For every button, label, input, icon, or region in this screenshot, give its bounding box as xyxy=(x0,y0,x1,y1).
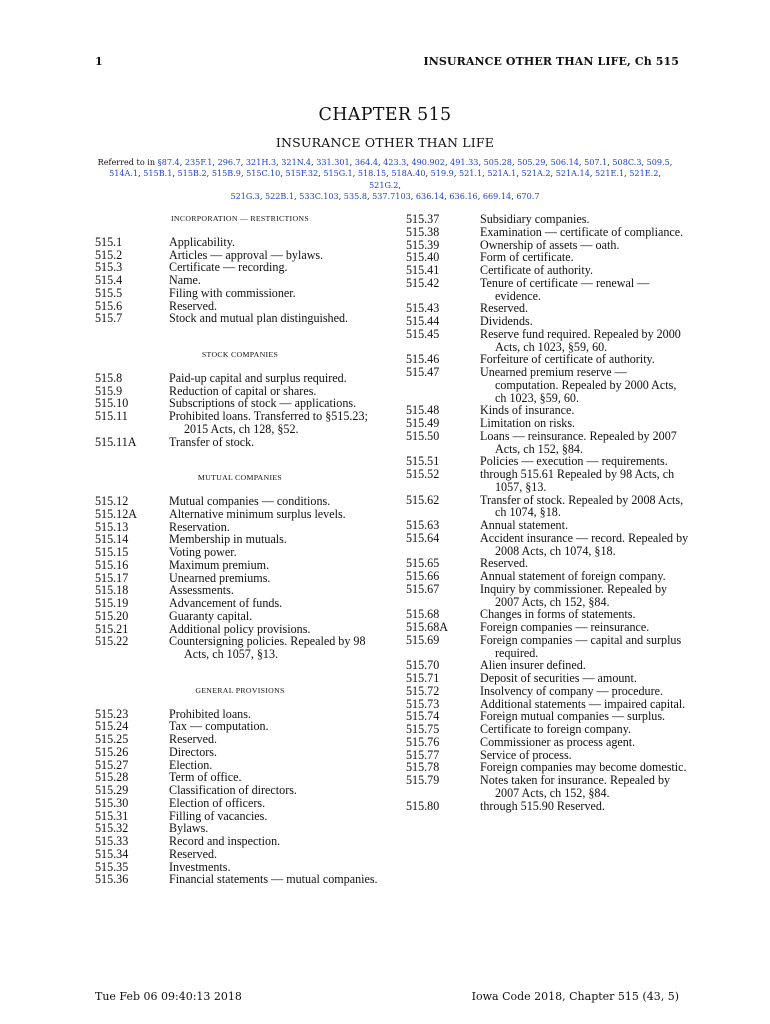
section-title: Tax — computation. xyxy=(169,719,269,734)
section-number: 515.12 xyxy=(95,494,129,508)
reference-link[interactable]: 514A.1 xyxy=(109,168,139,179)
reference-link[interactable]: 636.14 xyxy=(415,191,445,202)
reference-link[interactable]: 535.8 xyxy=(343,191,367,202)
section-number: 515.1 xyxy=(95,234,123,249)
section-title: Reserved. xyxy=(480,301,529,316)
reference-link[interactable]: 235F.1 xyxy=(184,157,213,167)
section-number: 515.35 xyxy=(95,859,129,874)
section-number: 515.48 xyxy=(406,403,440,418)
section-number: 515.3 xyxy=(95,260,123,275)
section-number: 515.32 xyxy=(95,821,129,836)
reference-link[interactable]: 505.29 xyxy=(517,157,546,167)
section-title: through 515.61 Repealed by 98 Acts, ch 1057, §13. xyxy=(480,467,675,494)
section-title: Name. xyxy=(169,273,201,287)
toc-entry xyxy=(95,720,385,733)
section-title: Policies — execution — requirements. xyxy=(480,454,668,469)
section-title: Certificate of authority. xyxy=(480,263,594,277)
reference-link[interactable]: 521A.1 xyxy=(487,168,517,179)
section-title: Voting power. xyxy=(169,545,237,559)
section-number: 515.67 xyxy=(406,581,440,596)
toc-entry xyxy=(95,848,385,861)
toc-entry xyxy=(406,315,690,328)
section-number: 515.49 xyxy=(406,416,440,430)
reference-link[interactable]: 515B.1 xyxy=(143,168,173,179)
reference-link[interactable]: 521A.2 xyxy=(521,168,551,179)
section-heading: STOCK COMPANIES xyxy=(201,350,279,359)
section-number: 515.7 xyxy=(95,311,123,326)
section-number: 515.41 xyxy=(406,263,440,277)
toc-entry xyxy=(406,774,690,800)
section-title: Annual statement of foreign company. xyxy=(480,569,666,583)
page-footer xyxy=(95,990,679,1006)
reference-link[interactable]: 537.7103 xyxy=(372,191,411,202)
section-number: 515.22 xyxy=(95,634,129,649)
toc-entry xyxy=(95,495,385,508)
reference-link[interactable]: 515C.10 xyxy=(246,168,281,179)
toc-entry xyxy=(406,468,690,494)
section-title: Unearned premiums. xyxy=(169,570,271,585)
section-number: 515.47 xyxy=(406,365,440,379)
section-title: Term of office. xyxy=(169,770,242,785)
reference-link[interactable]: 636.16 xyxy=(449,191,478,202)
section-title: Guaranty capital. xyxy=(169,608,253,623)
section-number: 515.27 xyxy=(95,757,129,772)
section-title: Filling of vacancies. xyxy=(169,808,268,823)
reference-link[interactable]: 521E.2 xyxy=(629,168,659,179)
section-number: 515.16 xyxy=(95,557,129,572)
section-title: Dividends. xyxy=(480,314,533,328)
section-number: 515.46 xyxy=(406,352,440,367)
section-title: Reservation. xyxy=(169,519,230,534)
section-number: 515.37 xyxy=(406,212,440,226)
section-number: 515.69 xyxy=(406,632,440,647)
section-title: Election. xyxy=(169,757,213,772)
section-title: Notes taken for insurance. Repealed by 2007 Acts, ch 152, §84. xyxy=(480,773,671,800)
section-title: Maximum premium. xyxy=(169,557,270,572)
toc-entry xyxy=(95,508,385,521)
section-title: Ownership of assets — oath. xyxy=(480,237,620,252)
reference-link[interactable]: §87.4 xyxy=(157,157,180,167)
toc-entry xyxy=(406,685,690,698)
reference-link[interactable]: 518A.40 xyxy=(391,168,426,179)
section-title: Commissioner as process agent. xyxy=(480,734,636,749)
section-title: Assessments. xyxy=(169,583,234,598)
toc-entry xyxy=(406,570,690,583)
reference-link[interactable]: 515B.2 xyxy=(177,168,207,179)
toc-entry xyxy=(406,800,690,813)
section-number: 515.33 xyxy=(95,834,129,848)
section-number: 515.17 xyxy=(95,570,129,585)
section-number: 515.51 xyxy=(406,454,440,469)
section-number: 515.31 xyxy=(95,808,129,823)
section-number: 515.66 xyxy=(406,569,440,583)
section-title: Investments. xyxy=(169,859,231,874)
section-number: 515.76 xyxy=(406,734,440,749)
toc-entry xyxy=(95,236,385,249)
section-number: 515.4 xyxy=(95,273,123,287)
toc-entry xyxy=(95,873,385,886)
toc-entry xyxy=(95,835,385,848)
toc-entry xyxy=(406,621,690,634)
toc-entry xyxy=(406,417,690,430)
section-title: Transfer of stock. xyxy=(169,434,255,449)
running-title: INSURANCE OTHER THAN LIFE, Ch 515 xyxy=(423,55,679,68)
toc-entry xyxy=(95,797,385,810)
section-number: 515.25 xyxy=(95,732,129,746)
section-title: Reserved. xyxy=(169,846,218,861)
section-title: Membership in mutuals. xyxy=(169,532,287,547)
chapter-title: CHAPTER 515 xyxy=(318,105,452,125)
section-heading: INCORPORATION — RESTRICTIONS xyxy=(171,214,309,223)
section-number: 515.20 xyxy=(95,608,129,623)
section-number: 515.29 xyxy=(95,783,129,797)
toc-entry xyxy=(406,634,690,660)
section-number: 515.40 xyxy=(406,250,440,265)
section-number: 515.10 xyxy=(95,396,129,411)
reference-link[interactable]: 521G.2 xyxy=(369,179,399,190)
section-number: 515.77 xyxy=(406,747,440,762)
referred-to-label: Referred to in xyxy=(97,157,158,167)
toc-entry xyxy=(406,302,690,315)
reference-link[interactable]: 491.33 xyxy=(450,157,479,167)
section-title: Inquiry by commissioner. Repealed by 2007 Acts, ch 152, §84. xyxy=(480,581,668,609)
toc-entry xyxy=(406,736,690,749)
reference-link[interactable]: 515G.1 xyxy=(323,168,353,179)
section-title: Subscriptions of stock — applications. xyxy=(169,396,357,411)
section-number: 515.6 xyxy=(95,298,123,313)
section-number: 515.23 xyxy=(95,706,129,721)
reference-link[interactable]: 490.902 xyxy=(411,157,445,167)
section-title: Prohibited loans. xyxy=(169,706,251,721)
toc-entry xyxy=(406,672,690,685)
reference-link[interactable]: 515F.32 xyxy=(285,168,319,179)
section-number: 515.18 xyxy=(95,583,129,598)
section-number: 515.70 xyxy=(406,658,440,673)
toc-entry xyxy=(406,723,690,736)
section-number: 515.21 xyxy=(95,621,129,636)
section-number: 515.80 xyxy=(406,798,440,813)
section-number: 515.62 xyxy=(406,492,440,507)
section-title: Prohibited loans. Transferred to §515.23; 2015 Acts, ch 128, §52. xyxy=(169,409,368,436)
section-title: Certificate — recording. xyxy=(169,260,288,275)
toc-entry xyxy=(95,733,385,746)
toc-entry xyxy=(95,610,385,623)
footer-citation: Iowa Code 2018, Chapter 515 (43, 5) xyxy=(471,990,679,1003)
toc-entry xyxy=(406,328,690,354)
reference-link[interactable]: 521E.1 xyxy=(595,168,625,179)
toc-entry xyxy=(406,430,690,456)
toc-entry xyxy=(95,635,385,661)
toc-entry xyxy=(95,372,385,385)
section-title: Countersigning policies. Repealed by 98 Acts, ch 1057, §13. xyxy=(169,634,366,661)
section-title: Advancement of funds. xyxy=(169,596,283,610)
running-header xyxy=(95,55,679,71)
toc-entry xyxy=(95,274,385,287)
section-title: Examination — certificate of compliance. xyxy=(480,224,684,239)
reference-link[interactable]: 509.5 xyxy=(646,157,670,167)
toc-entry xyxy=(406,264,690,277)
section-heading: MUTUAL COMPANIES xyxy=(197,473,283,483)
section-title: Transfer of stock. Repealed by 2008 Acts, ch 1074, §18. xyxy=(480,492,684,520)
toc-entry xyxy=(95,546,385,559)
section-number: 515.50 xyxy=(406,428,440,443)
toc-entry xyxy=(95,312,385,325)
section-title: Kinds of insurance. xyxy=(480,403,575,418)
section-title: Articles — approval — bylaws. xyxy=(169,247,324,262)
page-number: 1 xyxy=(95,55,103,68)
section-title: Stock and mutual plan distinguished. xyxy=(169,311,349,326)
section-title: Foreign mutual companies — surplus. xyxy=(480,709,666,724)
reference-link[interactable]: 508C.3 xyxy=(612,157,642,167)
section-title: Mutual companies — conditions. xyxy=(169,494,331,508)
reference-link[interactable]: 518.15 xyxy=(357,168,387,179)
section-title: Financial statements — mutual companies. xyxy=(169,872,378,887)
section-number: 515.30 xyxy=(95,795,129,810)
section-heading: GENERAL PROVISIONS xyxy=(195,685,285,695)
section-number: 515.79 xyxy=(406,773,440,787)
section-title: Foreign companies may become domestic. xyxy=(480,760,687,775)
section-number: 515.11A xyxy=(95,434,137,449)
section-number: 515.12A xyxy=(95,506,137,521)
section-title: Service of process. xyxy=(480,747,572,762)
toc-entry xyxy=(95,410,385,436)
toc-entry xyxy=(95,572,385,585)
footer-timestamp: Tue Feb 06 09:40:13 2018 xyxy=(95,990,242,1003)
section-title: Classification of directors. xyxy=(169,783,297,797)
section-title: Filing with commissioner. xyxy=(169,285,296,300)
toc-entry xyxy=(95,559,385,572)
toc-left-column xyxy=(95,213,385,886)
section-number: 515.74 xyxy=(406,709,440,724)
section-title: Loans — reinsurance. Repealed by 2007 Acts, ch 152, §84. xyxy=(480,428,677,456)
section-number: 515.11 xyxy=(95,409,128,423)
section-title: Bylaws. xyxy=(169,821,209,836)
toc-entry xyxy=(406,213,690,226)
section-number: 515.45 xyxy=(406,326,440,341)
section-title: Insolvency of company — procedure. xyxy=(480,683,664,698)
section-number: 515.65 xyxy=(406,556,440,571)
section-number: 515.24 xyxy=(95,719,129,734)
chapter-subtitle: INSURANCE OTHER THAN LIFE xyxy=(275,135,495,150)
section-number: 515.28 xyxy=(95,770,129,785)
toc-entry xyxy=(406,532,690,558)
section-title: Alien insurer defined. xyxy=(480,658,586,673)
toc-entry xyxy=(406,366,690,404)
toc-entry xyxy=(406,277,690,303)
section-number: 515.39 xyxy=(406,237,440,252)
section-title: Record and inspection. xyxy=(169,834,281,848)
reference-link[interactable]: 505.28 xyxy=(483,157,512,167)
section-number: 515.2 xyxy=(95,247,123,262)
toc-entry xyxy=(406,583,690,609)
reference-link[interactable]: 321H.3 xyxy=(245,157,277,167)
section-number: 515.13 xyxy=(95,519,129,534)
reference-link[interactable]: 533C.103 xyxy=(299,191,339,202)
section-number: 515.19 xyxy=(95,596,129,610)
referred-to-list: Referred to in §87.4, 235F.1, 296.7, 321H.3, 321N.4, 331.301, 364.4, 423.3, 490.902, 491.33, 505.28, 505.29, 506.14, 507.1, 508C.3, 509.5, 514A.1, 515B.1, 515B.2, 515B.9, 515C.10, 515F.32, 515G.1, 518.15, 518A.40, 519.9, 521.1, 521A.1, 521A.2, 521A.14, 521E.1, 521E.2, 521G.2, 521G.3, 522B.1, 533C.103, 535.8, 537.7103, 636.14, 636.16, 669.14, 670.7 xyxy=(97,157,673,202)
toc-entry xyxy=(95,784,385,797)
reference-link[interactable]: 331.301 xyxy=(316,157,350,167)
section-title: Tenure of certificate — renewal — evidence. xyxy=(480,275,650,303)
section-title: Additional policy provisions. xyxy=(169,621,311,636)
reference-link[interactable]: 296.7 xyxy=(217,157,241,167)
section-number: 515.38 xyxy=(406,224,440,239)
section-number: 515.64 xyxy=(406,530,440,545)
section-number: 515.68 xyxy=(406,607,440,622)
section-title: Limitation on risks. xyxy=(480,416,576,430)
section-title: Paid-up capital and surplus required. xyxy=(169,370,347,385)
section-number: 515.52 xyxy=(406,467,440,481)
reference-link[interactable]: 521.1 xyxy=(458,168,483,179)
section-title: Reserved. xyxy=(480,556,529,571)
toc-entry xyxy=(95,810,385,823)
toc-entry xyxy=(95,533,385,546)
section-number: 515.14 xyxy=(95,532,129,547)
section-number: 515.5 xyxy=(95,285,123,300)
section-title: Alternative minimum surplus levels. xyxy=(169,506,346,521)
section-title: Form of certificate. xyxy=(480,250,574,265)
section-number: 515.42 xyxy=(406,275,440,290)
toc-entry xyxy=(406,226,690,239)
section-title: Applicability. xyxy=(169,234,236,249)
toc-right-column xyxy=(406,213,690,812)
section-number: 515.44 xyxy=(406,314,440,328)
section-title: Election of officers. xyxy=(169,795,266,810)
section-number: 515.78 xyxy=(406,760,440,775)
section-title: Accident insurance — record. Repealed by 2008 Acts, ch 1074, §18. xyxy=(480,530,689,558)
reference-link[interactable]: 423.3 xyxy=(383,157,407,167)
reference-link[interactable]: 669.14 xyxy=(482,191,512,202)
section-title: Reserved. xyxy=(169,298,218,313)
section-title: Reduction of capital or shares. xyxy=(169,383,317,398)
section-title: Reserved. xyxy=(169,732,218,746)
section-title: Certificate to foreign company. xyxy=(480,722,632,736)
section-title: Reserve fund required. Repealed by 2000 Acts, ch 1023, §59, 60. xyxy=(480,326,681,354)
section-title: Additional statements — impaired capital. xyxy=(480,696,686,711)
section-number: 515.68A xyxy=(406,620,448,634)
section-title: through 515.90 Reserved. xyxy=(480,798,605,813)
section-title: Foreign companies — capital and surplus required. xyxy=(480,632,682,660)
toc-entry xyxy=(95,746,385,759)
section-number: 515.8 xyxy=(95,370,123,385)
toc-entry xyxy=(406,494,690,520)
section-number: 515.63 xyxy=(406,518,440,532)
reference-link[interactable]: 507.1 xyxy=(584,157,608,167)
section-title: Directors. xyxy=(169,744,218,759)
reference-link[interactable]: 522B.1 xyxy=(264,191,295,202)
toc-entry xyxy=(406,519,690,532)
section-title: Deposit of securities — amount. xyxy=(480,671,637,685)
section-number: 515.71 xyxy=(406,671,440,685)
section-number: 515.73 xyxy=(406,696,440,711)
reference-link[interactable]: 519.9 xyxy=(430,168,454,179)
section-number: 515.9 xyxy=(95,383,123,398)
section-number: 515.34 xyxy=(95,846,129,861)
toc-entry xyxy=(95,436,385,449)
reference-link[interactable]: 515B.9 xyxy=(211,168,241,179)
reference-link[interactable]: 321N.4 xyxy=(281,157,312,167)
section-title: Foreign companies — reinsurance. xyxy=(480,620,650,634)
reference-link[interactable]: 521G.3 xyxy=(230,191,260,202)
section-number: 515.36 xyxy=(95,872,129,887)
toc-entry xyxy=(95,597,385,610)
section-title: Changes in forms of statements. xyxy=(480,607,636,622)
section-title: Forfeiture of certificate of authority. xyxy=(480,352,655,367)
reference-link[interactable]: 506.14 xyxy=(550,157,579,167)
reference-link[interactable]: 364.4 xyxy=(354,157,378,167)
toc-entry xyxy=(95,261,385,274)
section-number: 515.75 xyxy=(406,722,440,736)
section-title: Unearned premium reserve — computation. Repealed by 2000 Acts, ch 1023, §59, 60. xyxy=(480,365,677,405)
section-number: 515.15 xyxy=(95,545,129,559)
section-number: 515.43 xyxy=(406,301,440,316)
reference-link[interactable]: 670.7 xyxy=(516,191,540,202)
section-number: 515.72 xyxy=(406,683,440,698)
section-title: Annual statement. xyxy=(480,518,568,532)
section-number: 515.26 xyxy=(95,744,129,759)
toc-entry xyxy=(95,287,385,300)
reference-link[interactable]: 521A.14 xyxy=(555,168,590,179)
section-title: Subsidiary companies. xyxy=(480,212,590,226)
